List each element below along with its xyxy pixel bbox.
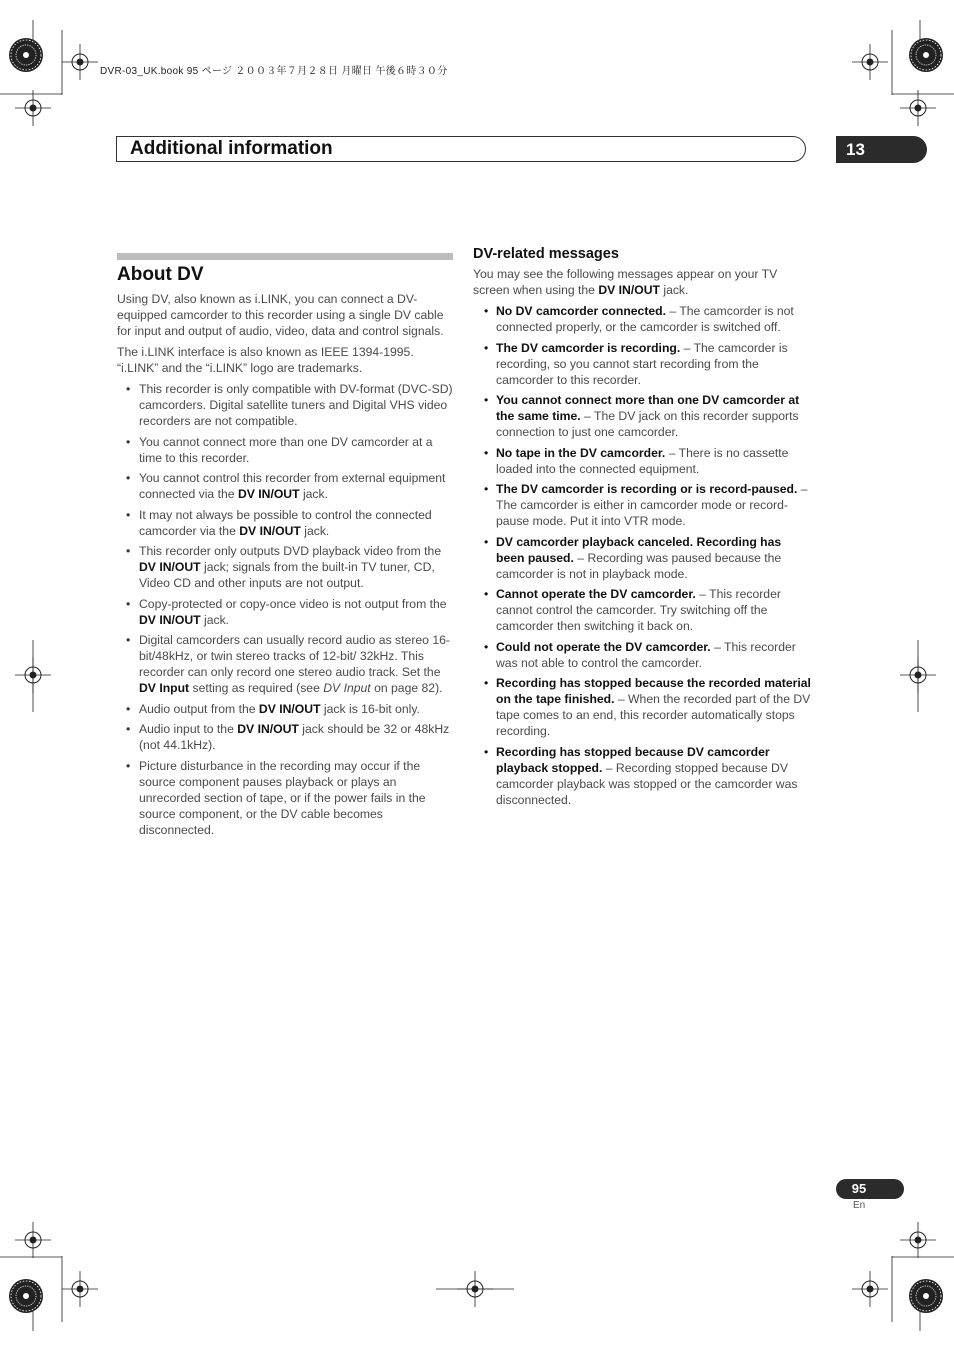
language-code: En — [853, 1200, 866, 1211]
message-text: DV camcorder playback canceled. Recording has been paused. — [496, 534, 782, 565]
message-text: Recording has stopped because the recorded material on the tape finished. — [496, 676, 811, 706]
list-item: • Audio input to the DV IN/OUT jack should be 32 or 48kHz (not 44.1kHz). — [117, 721, 453, 753]
jack-name: DV IN/OUT — [239, 523, 301, 538]
dv-messages-section — [473, 245, 811, 812]
list-item: • Picture disturbance in the recording may occur if the source component pauses playback or plays an unrecorded section of tape, or if the power fails in the source component, or the DV cable becomes disconnected. — [117, 758, 453, 838]
message-item: • The DV camcorder is recording. – The camcorder is recording, so you cannot start recording from the camcorder to this recorder. — [473, 340, 811, 388]
section-divider — [117, 253, 453, 260]
list-item: • Audio output from the DV IN/OUT jack is 16-bit only. — [117, 701, 453, 717]
list-item: • This recorder is only compatible with DV-format (DVC-SD) camcorders. Digital satellite tuners and Digital VHS video recorders are not compatible. — [117, 381, 453, 429]
subsection-title: DV-related messages — [473, 246, 619, 262]
chapter-number: 13 — [846, 140, 865, 159]
message-text: Cannot operate the DV camcorder. — [496, 587, 696, 601]
file-info: DVR-03_UK.book 95 ページ ２００３年７月２８日 月曜日 午後６時３０分 — [100, 66, 448, 77]
message-item: • Recording has stopped because the recorded material on the tape finished. – When the recorded part of the DV tape comes to an end, this recorder automatically stops recording. — [473, 675, 811, 739]
registration-wheel-icon — [909, 1279, 943, 1313]
message-text: No tape in the DV camcorder. — [496, 445, 666, 460]
page-number: 95 — [851, 1181, 867, 1196]
about-dv-section — [117, 253, 453, 842]
paragraph: Using DV, also known as i.LINK, you can connect a DV-equipped camcorder to this recorder using a single DV cable for input and output of audio, video, data and control signals. — [117, 292, 444, 338]
messages-list — [473, 303, 811, 808]
jack-name: DV IN/OUT — [139, 612, 201, 627]
message-text: The DV camcorder is recording. — [496, 340, 681, 355]
message-item: • Cannot operate the DV camcorder. – This recorder cannot control the camcorder. Try switching off the camcorder then switching it back on. — [473, 586, 811, 634]
message-item: • No DV camcorder connected. – The camcorder is not connected properly, or the camcorder is switched off. — [473, 303, 811, 335]
paragraph: You may see the following messages appear on your TV screen when using the DV IN/OUT jack. — [473, 267, 778, 297]
message-item: • Could not operate the DV camcorder. – This recorder was not able to control the camcorder. — [473, 639, 811, 671]
message-item: • No tape in the DV camcorder. – There is no cassette loaded into the connected equipment. — [473, 445, 811, 477]
message-text: The DV camcorder is recording or is record-paused. — [496, 482, 798, 496]
list-item: • Digital camcorders can usually record audio as stereo 16-bit/48kHz, or twin stereo tracks of 12-bit/ 32kHz. This recorder can only record one stereo audio track. Set the DV Input setting as required (see DV Input on page 82). — [117, 632, 453, 696]
registration-wheel-icon — [909, 38, 943, 72]
message-text: Could not operate the DV camcorder. — [496, 639, 711, 654]
chapter-number-tab — [836, 136, 927, 163]
chapter-title: Additional information — [130, 138, 333, 159]
cross-reference: DV Input — [323, 681, 371, 695]
jack-name: DV IN/OUT — [237, 487, 300, 501]
list-item: • You cannot connect more than one DV camcorder at a time to this recorder. — [117, 434, 453, 466]
jack-name: DV IN/OUT — [237, 722, 299, 736]
paragraph: The i.LINK interface is also known as IEEE 1394-1995. “i.LINK” and the “i.LINK” logo are trademarks. — [117, 345, 414, 375]
setting-name: DV Input — [139, 681, 190, 695]
list-item: • You cannot control this recorder from external equipment connected via the DV IN/OUT jack. — [117, 470, 453, 502]
jack-name: DV IN/OUT — [139, 560, 201, 574]
page-number-tab — [836, 1179, 904, 1199]
list-item: • Copy-protected or copy-once video is not output from the DV IN/OUT jack. — [117, 596, 453, 628]
message-item: • You cannot connect more than one DV camcorder at the same time. – The DV jack on this recorder supports connection to just one camcorder. — [473, 392, 811, 440]
section-title: About DV — [117, 264, 204, 285]
message-item: • DV camcorder playback canceled. Recording has been paused. – Recording was paused because the camcorder is not in playback mode. — [473, 534, 811, 582]
message-text: No DV camcorder connected. — [496, 304, 666, 318]
jack-name: DV IN/OUT — [598, 283, 660, 297]
notes-list — [117, 381, 453, 838]
list-item: • This recorder only outputs DVD playback video from the DV IN/OUT jack; signals from the built-in TV tuner, CD, Video CD and other inputs are not output. — [117, 543, 453, 591]
jack-name: DV IN/OUT — [258, 701, 321, 716]
message-text: You cannot connect more than one DV camcorder at the same time. — [496, 393, 800, 423]
message-item: • Recording has stopped because DV camcorder playback stopped. – Recording stopped because DV camcorder playback was stopped or the camcorder was disconnected. — [473, 744, 811, 808]
registration-wheel-icon — [9, 1279, 43, 1313]
list-item: • It may not always be possible to control the connected camcorder via the DV IN/OUT jack. — [117, 507, 453, 539]
message-item: • The DV camcorder is recording or is record-paused. – The camcorder is either in camcorder mode or record-pause mode. Put it into VTR mode. — [473, 481, 811, 529]
registration-wheel-icon — [9, 38, 43, 72]
message-text: Recording has stopped because DV camcorder playback stopped. — [496, 744, 770, 775]
